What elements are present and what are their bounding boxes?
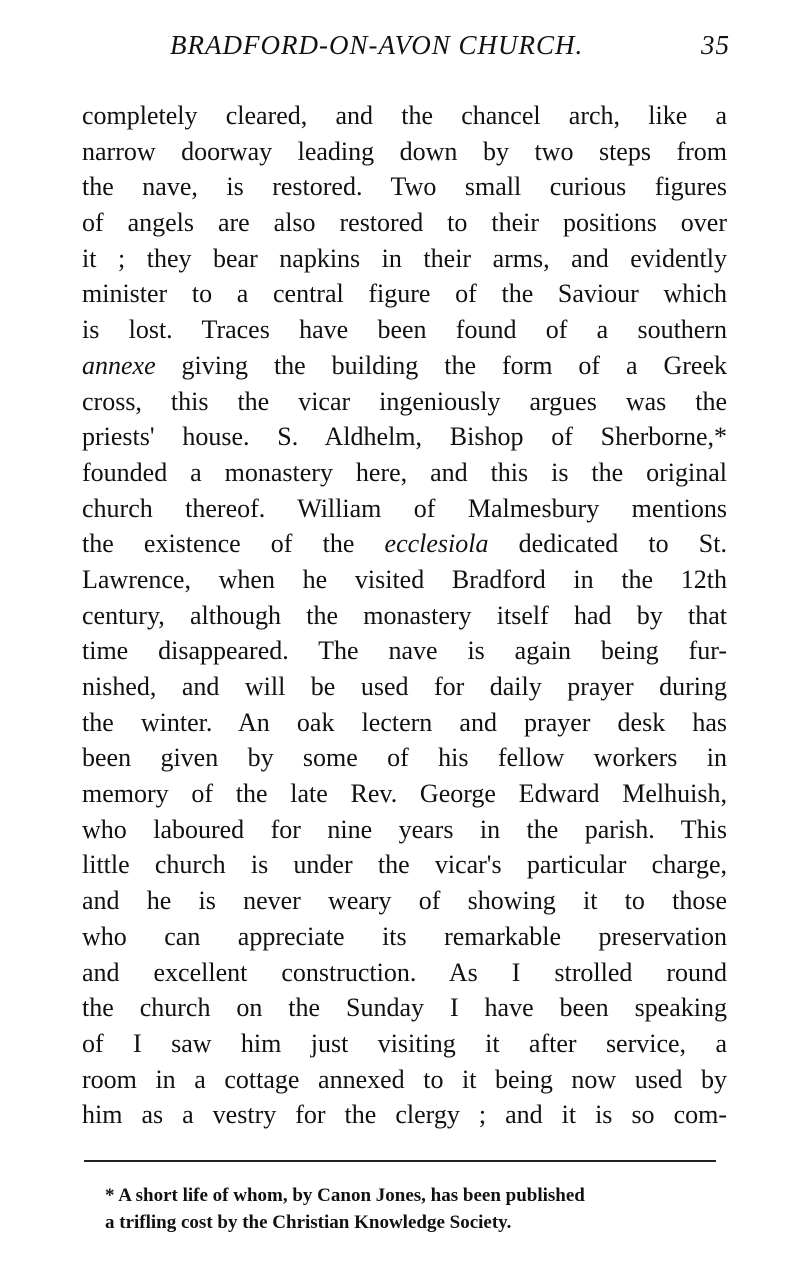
text-line: him as a vestry for the clergy ; and it is so com- [82,1100,727,1130]
text-line: of I saw him just visiting it after service, a [82,1028,727,1058]
text-segment: the existence of the [82,529,385,559]
text-line: time disappeared. The nave is again being fur- [82,636,727,666]
running-title: BRADFORD-ON-AVON CHURCH. [170,30,584,60]
footnote-rule [84,1160,716,1162]
text-line: room in a cottage annexed to it being now used by [82,1064,727,1094]
text-line: the church on the Sunday I have been speaking [82,993,727,1023]
text-line: priests' house. S. Aldhelm, Bishop of Sherborne,* [82,422,727,452]
text-line [82,526,727,562]
text-line: cross, this the vicar ingeniously argues was the [82,386,727,416]
text-line: narrow doorway leading down by two steps from [82,136,727,166]
body-text [82,98,727,1133]
text-line: little church is under the vicar's particular charge, [82,850,727,880]
text-line: memory of the late Rev. George Edward Melhuish, [82,779,727,809]
italic-word-annexe: annexe [82,350,156,380]
text-line: founded a monastery here, and this is the original [82,457,727,487]
footnote [105,1182,717,1236]
text-line: Lawrence, when he visited Bradford in the 12th [82,564,727,594]
page-number: 35 [701,30,730,60]
text-segment: giving the building the form of a Greek [155,350,727,380]
text-line: church thereof. William of Malmesbury mentions [82,493,727,523]
footnote-line: * A short life of whom, by Canon Jones, has been published [105,1185,585,1206]
footnote-line: a trifling cost by the Christian Knowledge Society. [105,1212,512,1233]
text-line: who can appreciate its remarkable preservation [82,921,727,951]
text-line: minister to a central figure of the Saviour which [82,279,727,309]
text-line: century, although the monastery itself had by that [82,600,727,630]
text-line [82,348,727,384]
text-line: and he is never weary of showing it to those [82,886,727,916]
text-line: the nave, is restored. Two small curious figures [82,172,727,202]
text-line: the winter. An oak lectern and prayer desk has [82,707,727,737]
text-line: of angels are also restored to their positions over [82,208,727,238]
running-head [170,30,730,70]
text-line: is lost. Traces have been found of a southern [82,315,727,345]
text-line: who laboured for nine years in the parish. This [82,814,727,844]
text-segment: dedicated to St. [488,529,727,559]
text-line: it ; they bear napkins in their arms, and evidently [82,243,727,273]
text-line: completely cleared, and the chancel arch, like a [82,101,727,130]
text-line: and excellent construction. As I strolled round [82,957,727,987]
text-line: been given by some of his fellow workers in [82,743,727,773]
italic-word-ecclesiola: ecclesiola [384,529,489,559]
text-line: nished, and will be used for daily prayer during [82,672,727,701]
